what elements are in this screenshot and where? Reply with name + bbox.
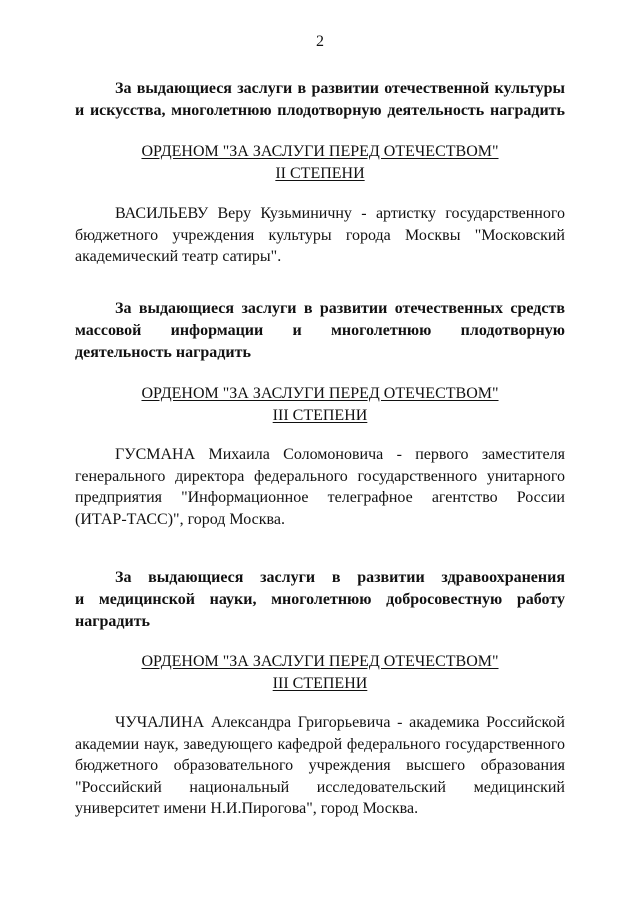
section-2-intro-line: массовой информации и многолетнюю плодотворную	[75, 322, 565, 339]
section-1-intro-line: и искусства, многолетнюю плодотворную деятельность наградить	[75, 102, 565, 119]
section-2-intro-line: За выдающиеся заслуги в развитии отечественных средств	[115, 300, 565, 317]
section-2-award-line: (ИТАР-ТАСС)", город Москва.	[75, 510, 285, 528]
section-2-intro	[75, 298, 565, 364]
section-3-award	[75, 712, 565, 820]
section-3-intro-line: и медицинской науки, многолетнюю добросовестную работу	[75, 591, 565, 608]
section-3-award-line: университет имени Н.И.Пирогова", город Москва.	[75, 800, 419, 817]
section-3-award-line: бюджетного образовательного учреждения высшего образования	[75, 757, 565, 774]
section-2-order-name: ОРДЕНОМ "ЗА ЗАСЛУГИ ПЕРЕД ОТЕЧЕСТВОМ"	[141, 385, 499, 402]
section-1-order	[75, 141, 565, 185]
section-1-award-line: ВАСИЛЬЕВУ Веру Кузьминичну - артистку государственного	[115, 205, 565, 222]
section-2-award-line: генерального директора федерального государственного унитарного	[75, 467, 565, 485]
section-1-award-line: академический театр сатиры".	[75, 248, 282, 265]
section-3-award-line: ЧУЧАЛИНА Александра Григорьевича - академика Российской	[115, 714, 565, 731]
section-1-order-name: ОРДЕНОМ "ЗА ЗАСЛУГИ ПЕРЕД ОТЕЧЕСТВОМ"	[141, 143, 499, 160]
section-2-award-line: предприятия "Информационное телеграфное агентство России	[75, 489, 565, 506]
section-3-award-line: "Российский национальный исследовательский медицинский	[75, 778, 565, 796]
section-3-order-degree: III СТЕПЕНИ	[272, 675, 368, 692]
section-1-intro	[75, 78, 565, 122]
section-3-intro-line: наградить	[75, 613, 151, 630]
section-3-order-name: ОРДЕНОМ "ЗА ЗАСЛУГИ ПЕРЕД ОТЕЧЕСТВОМ"	[141, 653, 499, 670]
section-3-intro	[75, 567, 565, 633]
section-1-intro-line: За выдающиеся заслуги в развитии отечественной культуры	[115, 80, 565, 97]
section-2-award-line: ГУСМАНА Михаила Соломоновича - первого заместителя	[115, 446, 565, 463]
section-2-order	[75, 383, 565, 427]
section-2-order-degree: III СТЕПЕНИ	[272, 407, 368, 424]
section-3-award-line: академии наук, заведующего кафедрой федерального государственного	[75, 735, 565, 753]
page-number: 2	[316, 33, 324, 50]
section-1-award	[75, 203, 565, 268]
section-1-award-line: бюджетного учреждения культуры города Москвы "Московский	[75, 226, 565, 244]
section-2-intro-line: деятельность наградить	[75, 344, 251, 361]
section-2-award	[75, 444, 565, 530]
section-3-intro-line: За выдающиеся заслуги в развитии здравоохранения	[115, 569, 565, 586]
section-1-order-degree: II СТЕПЕНИ	[275, 165, 365, 182]
section-3-order	[75, 651, 565, 695]
